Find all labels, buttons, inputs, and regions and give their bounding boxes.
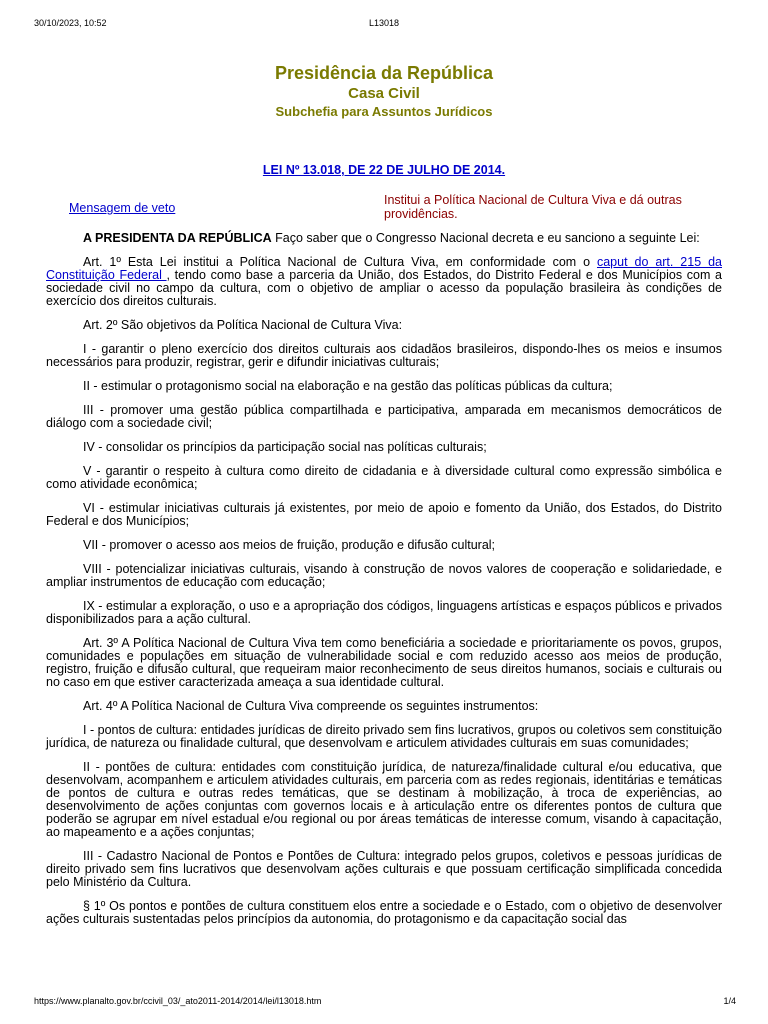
law-paragraph: Art. 2º São objetivos da Política Nacional de Cultura Viva: (83, 318, 403, 332)
law-paragraph: VIII - potencializar iniciativas culturais, visando à construção de novos valores de cooperação e solidariedade, e ampliar instrumentos de educação com educação; (46, 562, 722, 589)
law-paragraph: I - pontos de cultura: entidades jurídicas de direito privado sem fins lucrativos, grupos ou coletivos sem constituição jurídica, de natureza ou finalidade cultural, que desenvolvam e articulem atividades culturais em suas comunidades; (46, 723, 722, 750)
print-doc-title: L13018 (368, 18, 400, 28)
subchefia-title: Subchefia para Assuntos Jurídicos (275, 104, 493, 119)
law-paragraph: II - pontões de cultura: entidades com constituição jurídica, de natureza/finalidade cultural e/ou educativa, que desenvolvam, acompanhem e articulem atividades culturais, em parceria com as redes regionais, identitárias e temáticas de pontos de cultura e outras redes temáticas, que se destinam à mobilização, à troca de experiências, ao desenvolvimento de ações conjuntas com governos locais e à articulação entre os diferentes pontos de cultura que poderão se agrupar em nível estadual e/ou regional ou por áreas temáticas de interesse comum, visando à capacitação, ao mapeamento e a ações conjuntas; (46, 760, 722, 839)
law-paragraph: II - estimular o protagonismo social na elaboração e na gestão das políticas públicas da cultura; (83, 379, 613, 393)
document-header (0, 62, 768, 120)
casa-civil-title: Casa Civil (348, 85, 420, 102)
law-summary: Institui a Política Nacional de Cultura Viva e dá outras providências. (384, 193, 682, 221)
constitution-article-link[interactable]: caput do art. 215 da Constituição Federal (46, 255, 722, 282)
print-datetime: 30/10/2023, 10:52 (34, 18, 107, 28)
law-paragraph: III - Cadastro Nacional de Pontos e Pontões de Cultura: integrado pelos grupos, coletivos e pessoas jurídicas de direito privado sem fins lucrativos que desenvolvam ações culturais e que possuam certificação simplificada concedida pelo Ministério da Cultura. (46, 849, 722, 889)
presidency-title: Presidência da República (274, 63, 494, 83)
law-paragraph: IX - estimular a exploração, o uso e a apropriação dos códigos, linguagens artísticas e espaços públicos e privados disponibilizados para a ação cultural. (46, 599, 722, 626)
law-paragraph: Art. 4º A Política Nacional de Cultura Viva compreende os seguintes instrumentos: (83, 699, 539, 713)
law-paragraph: VII - promover o acesso aos meios de fruição, produção e difusão cultural; (83, 538, 496, 552)
law-paragraph: Art. 3º A Política Nacional de Cultura Viva tem como beneficiária a sociedade e prioritariamente os povos, grupos, comunidades e populações em situação de vulnerabilidade social e com reduzido acesso aos meios de produção, registro, fruição e difusão cultural, que requeiram maior reconhecimento de seus direitos humanos, sociais e culturais ou no caso em que estiver caracterizada ameaça a sua identidade cultural. (46, 636, 722, 689)
print-header (0, 18, 768, 32)
print-footer (0, 996, 768, 1010)
preamble-text: Faço saber que o Congresso Nacional decreta e eu sanciono a seguinte Lei: (271, 231, 700, 245)
preamble (46, 232, 722, 245)
article-1-end: , tendo como base a parceria da União, dos Estados, do Distrito Federal e dos Municípios com a sociedade civil no campo da cultura, com o objetivo de ampliar o acesso da população brasileira às condições de exercício dos direitos culturais. (46, 268, 722, 308)
article-1-start: Art. 1º Esta Lei institui a Política Nacional de Cultura Viva, em conformidade com o (83, 255, 597, 269)
page-url: https://www.planalto.gov.br/ccivil_03/_ato2011-2014/2014/lei/l13018.htm (34, 996, 322, 1006)
veto-message-link[interactable]: Mensagem de veto (69, 201, 176, 215)
law-paragraph: V - garantir o respeito à cultura como direito de cidadania e à diversidade cultural como expressão simbólica e como atividade econômica; (46, 464, 722, 491)
law-paragraph: § 1º Os pontos e pontões de cultura constituem elos entre a sociedade e o Estado, com o objetivo de desenvolver ações culturais sustentadas pelos princípios da autonomia, do protagonismo e da capacitação social das (46, 899, 722, 926)
law-paragraph: VI - estimular iniciativas culturais já existentes, por meio de apoio e fomento da União, dos Estados, do Distrito Federal e dos Municípios; (46, 501, 722, 528)
law-title-link[interactable]: LEI Nº 13.018, DE 22 DE JULHO DE 2014. (262, 163, 506, 177)
law-paragraph: IV - consolidar os princípios da participação social nas políticas culturais; (83, 440, 487, 454)
law-body (46, 232, 722, 937)
law-paragraph: I - garantir o pleno exercício dos direitos culturais aos cidadãos brasileiros, dispondo-lhes os meios e insumos necessários para produzir, registrar, gerir e difundir iniciativas culturais; (46, 342, 722, 369)
law-paragraphs (46, 319, 722, 926)
page-number: 1/4 (723, 996, 736, 1006)
preamble-bold: A PRESIDENTA DA REPÚBLICA (83, 231, 272, 245)
law-paragraph: III - promover uma gestão pública compartilhada e participativa, amparada em mecanismos democráticos de diálogo com a sociedade civil; (46, 403, 722, 430)
article-1 (46, 256, 722, 308)
